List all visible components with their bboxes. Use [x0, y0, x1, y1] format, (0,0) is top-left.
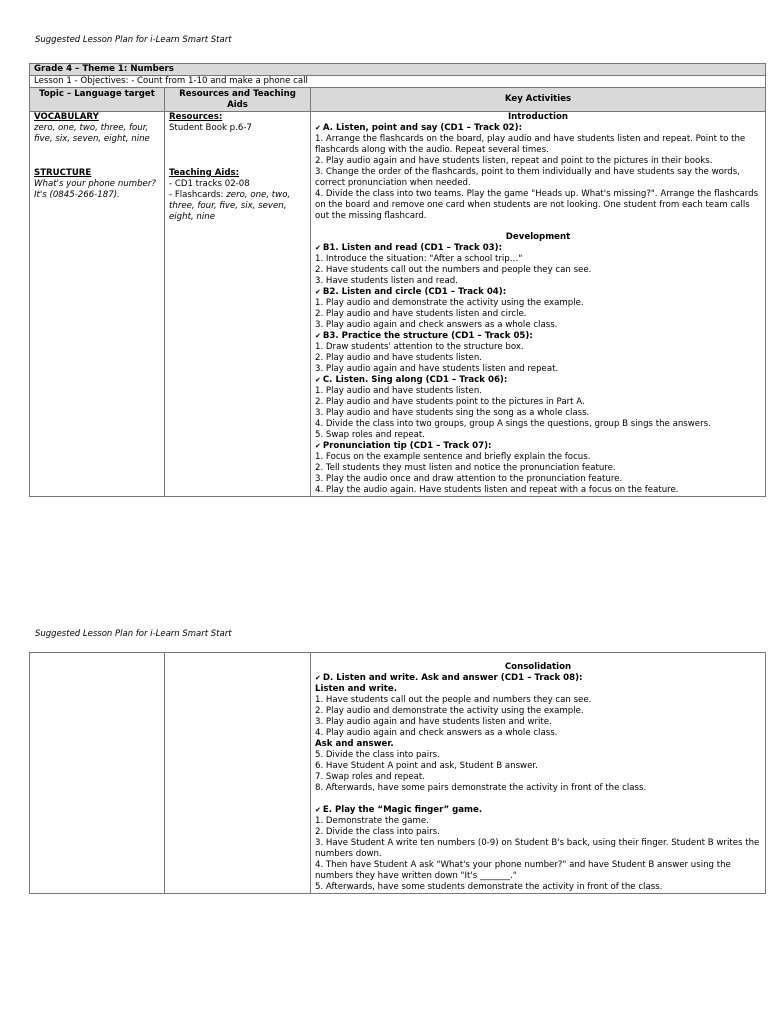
grade-title: Grade 4 – Theme 1: Numbers: [30, 64, 766, 76]
intro-line: 4. Divide the class into two teams. Play the game "Heads up. What's missing?". Arrange the flashcards on the board and remove one card when students are not looking. One student from each team calls out the missing flashcard.: [315, 189, 759, 221]
d-line: 1. Have students call out the people and numbers they can see.: [315, 695, 592, 705]
resources-cell-empty: [165, 653, 311, 894]
check-icon: ✔: [315, 288, 321, 296]
b2-line: 3. Play audio again and check answers as a whole class.: [315, 320, 558, 330]
vocabulary-label: VOCABULARY: [34, 112, 99, 122]
d-line: 4. Play audio again and check answers as a whole class.: [315, 728, 558, 738]
activity-d-title: ✔ D. Listen and write. Ask and answer (CD1 – Track 08):: [315, 673, 583, 683]
e-line: 4. Then have Student A ask "What's your phone number?" and have Student B answer using the numbers they have written down "It's _______.": [315, 860, 731, 881]
resources-label: Resources:: [169, 112, 223, 122]
pron-line: 1. Focus on the example sentence and briefly explain the focus.: [315, 452, 591, 462]
consolidation-cell: [311, 653, 766, 894]
page-header: Suggested Lesson Plan for i-Learn Smart Start: [35, 35, 232, 45]
pron-line: 3. Play the audio once and draw attention to the pronunciation feature.: [315, 474, 623, 484]
lesson-table-2: [29, 652, 766, 894]
pronunciation-tip-title: ✔ Pronunciation tip (CD1 – Track 07):: [315, 441, 492, 451]
activity-b1-title: ✔ B1. Listen and read (CD1 – Track 03):: [315, 243, 503, 253]
activity-c-title: ✔ C. Listen. Sing along (CD1 – Track 06):: [315, 375, 508, 385]
topic-cell: [30, 112, 165, 497]
b3-line: 3. Play audio again and have students listen and repeat.: [315, 364, 559, 374]
b2-line: 1. Play audio and demonstrate the activity using the example.: [315, 298, 584, 308]
b3-line: 2. Play audio and have students listen.: [315, 353, 482, 363]
e-line: 5. Afterwards, have some students demonstrate the activity in front of the class.: [315, 882, 663, 892]
pron-line: 2. Tell students they must listen and notice the pronunciation feature.: [315, 463, 616, 473]
check-icon: ✔: [315, 244, 321, 252]
lesson-table-1: [29, 63, 766, 497]
check-icon: ✔: [315, 674, 321, 682]
aid-flashcards: - Flashcards: zero, one, two, three, four, five, six, seven, eight, nine: [169, 190, 291, 222]
teaching-aids-label: Teaching Aids:: [169, 168, 240, 178]
vocabulary-words: zero, one, two, three, four, five, six, seven, eight, nine: [34, 123, 150, 144]
col-header-activities: Key Activities: [311, 88, 766, 112]
key-activities-cell: [311, 112, 766, 497]
consolidation-title: Consolidation: [504, 662, 572, 672]
activity-a-title: ✔ A. Listen, point and say (CD1 – Track 02):: [315, 123, 523, 133]
activity-b3-title: ✔ B3. Practice the structure (CD1 – Track 05):: [315, 331, 533, 341]
c-line: 2. Play audio and have students point to the pictures in Part A.: [315, 397, 585, 407]
structure-label: STRUCTURE: [34, 168, 92, 178]
e-line: 2. Divide the class into pairs.: [315, 827, 440, 837]
c-line: 3. Play audio and have students sing the song as a whole class.: [315, 408, 590, 418]
objective-row: Lesson 1 - Objectives: - Count from 1-10 and make a phone call: [30, 76, 766, 88]
student-book: Student Book p.6-7: [169, 123, 252, 133]
intro-line: 2. Play audio again and have students listen, repeat and point to the pictures in their books.: [315, 156, 713, 166]
d-line: 2. Play audio and demonstrate the activity using the example.: [315, 706, 584, 716]
structure-text: What's your phone number? It's (0845-266-187).: [34, 179, 156, 200]
b1-line: 3. Have students listen and read.: [315, 276, 458, 286]
pron-line: 4. Play the audio again. Have students listen and repeat with a focus on the feature.: [315, 485, 679, 495]
check-icon: ✔: [315, 806, 321, 814]
intro-line: 3. Change the order of the flashcards, point to them individually and have students say the words, correct pronunciation when needed.: [315, 167, 740, 188]
c-line: 4. Divide the class into two groups, group A sings the questions, group B sings the answers.: [315, 419, 711, 429]
b1-line: 2. Have students call out the numbers and people they can see.: [315, 265, 592, 275]
col-header-topic: Topic – Language target: [30, 88, 165, 112]
d-line: 7. Swap roles and repeat.: [315, 772, 425, 782]
b1-line: 1. Introduce the situation: "After a school trip…": [315, 254, 523, 264]
listen-and-write-subtitle: Listen and write.: [315, 684, 397, 694]
activity-e-title: ✔ E. Play the “Magic finger” game.: [315, 805, 483, 815]
resources-cell: [165, 112, 311, 497]
check-icon: ✔: [315, 332, 321, 340]
d-line: 8. Afterwards, have some pairs demonstrate the activity in front of the class.: [315, 783, 647, 793]
e-line: 1. Demonstrate the game.: [315, 816, 429, 826]
topic-cell-empty: [30, 653, 165, 894]
d-line: 6. Have Student A point and ask, Student B answer.: [315, 761, 538, 771]
introduction-title: Introduction: [507, 112, 568, 122]
ask-and-answer-subtitle: Ask and answer.: [315, 739, 394, 749]
development-title: Development: [505, 232, 571, 242]
intro-line: 1. Arrange the flashcards on the board, play audio and have students listen and repeat. Point to the flashcards along with the audio. Repeat several times.: [315, 134, 746, 155]
b3-line: 1. Draw students' attention to the structure box.: [315, 342, 524, 352]
b2-line: 2. Play audio and have students listen and circle.: [315, 309, 527, 319]
check-icon: ✔: [315, 376, 321, 384]
d-line: 3. Play audio again and have students listen and write.: [315, 717, 552, 727]
page-header: Suggested Lesson Plan for i-Learn Smart Start: [35, 629, 232, 639]
d-line: 5. Divide the class into pairs.: [315, 750, 440, 760]
check-icon: ✔: [315, 442, 321, 450]
col-header-resources: Resources and Teaching Aids: [165, 88, 311, 112]
c-line: 5. Swap roles and repeat.: [315, 430, 425, 440]
aid-cd-tracks: - CD1 tracks 02-08: [169, 179, 250, 189]
c-line: 1. Play audio and have students listen.: [315, 386, 482, 396]
check-icon: ✔: [315, 124, 321, 132]
e-line: 3. Have Student A write ten numbers (0-9) on Student B's back, using their finger. Student B writes the numbers down.: [315, 838, 760, 859]
activity-b2-title: ✔ B2. Listen and circle (CD1 – Track 04):: [315, 287, 507, 297]
